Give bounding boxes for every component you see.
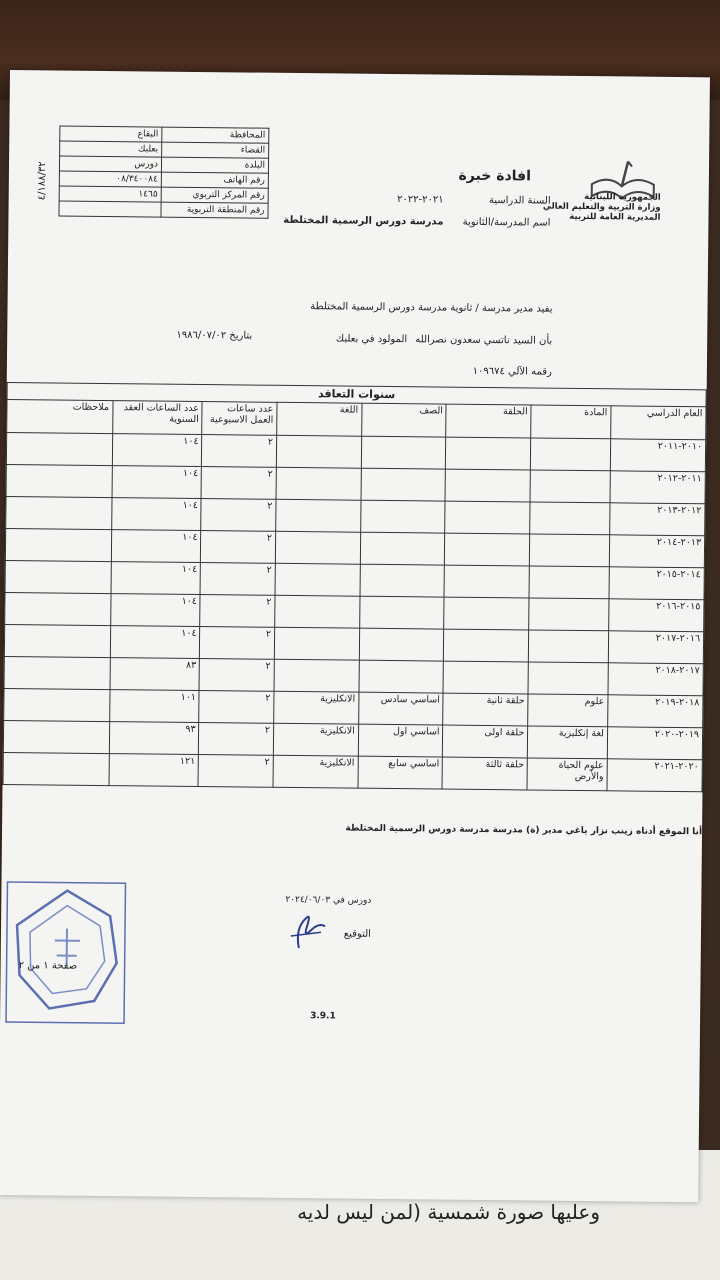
table-cell: [275, 531, 360, 564]
table-cell: [5, 592, 111, 625]
info-value: دورس: [59, 156, 161, 172]
table-cell: ٢٠١٨-٢٠١٩: [608, 695, 703, 728]
table-cell: ٢٠١٦-٢٠١٧: [608, 631, 703, 664]
column-header: اللغة: [277, 402, 362, 436]
table-cell: [4, 656, 110, 689]
table-cell: [445, 533, 530, 566]
table-cell: [274, 659, 359, 692]
table-cell: [444, 629, 529, 662]
year-label: السنة الدراسية: [488, 195, 551, 207]
info-label: رقم الهاتف: [161, 172, 268, 188]
year-value: ٢٠٢١-٢٠٢٢: [397, 194, 444, 206]
table-cell: ٢٠١٧-٢٠١٨: [608, 663, 703, 696]
info-value: البقاع: [60, 126, 162, 142]
table-cell: ١٠٤: [111, 562, 201, 595]
table-title: سنوات التعاقد: [7, 382, 706, 406]
table-cell: [444, 597, 529, 630]
table-cell: ٢: [199, 659, 274, 692]
table-cell: اساسي سادس: [358, 692, 443, 725]
underlying-text-line-2: وعليها صورة شمسية (لمن ليس لديه: [297, 1200, 600, 1224]
table-cell: حلقة ثانية: [443, 693, 528, 726]
table-cell: [276, 435, 361, 468]
table-cell: [360, 532, 445, 565]
column-header: الصف: [361, 403, 446, 437]
school-info-table: [58, 126, 269, 219]
table-cell: [275, 563, 360, 596]
table-cell: [4, 624, 110, 657]
table-cell: [4, 688, 110, 721]
table-cell: [529, 566, 609, 599]
table-cell: الانكليزية: [273, 723, 358, 756]
table-cell: [359, 660, 444, 693]
table-cell: ٢٠١١-٢٠١٢: [610, 471, 705, 504]
signature-label: التوقيع: [343, 928, 372, 940]
table-cell: ١٠٤: [112, 434, 202, 467]
table-cell: ١٠٤: [111, 498, 201, 531]
document-page: [0, 70, 710, 1202]
table-cell: [361, 468, 446, 501]
body-line-2a: بأن السيد ناتسي سعدون نصرالله: [415, 334, 553, 347]
table-cell: ٢: [199, 723, 274, 756]
table-cell: ١٠٤: [110, 594, 200, 627]
table-cell: ٢٠١٩-٢٠٢٠: [607, 727, 702, 760]
table-cell: حلقة ثالثة: [442, 757, 527, 790]
table-cell: ٢٠٢٠-٢٠٢١: [607, 759, 702, 792]
column-header: العام الدراسي: [611, 406, 706, 440]
handwritten-signature: [281, 908, 331, 954]
ministry-line-2: وزارة التربية والتعليم العالي: [542, 201, 661, 213]
ministry-line-3: المديرية العامة للتربية: [569, 211, 661, 223]
table-cell: ٢: [201, 563, 276, 596]
column-header: عدد الساعات العقد السنوية: [112, 401, 202, 435]
info-value: [59, 201, 161, 217]
ministry-name-block: [543, 192, 661, 223]
table-cell: [3, 752, 109, 785]
table-cell: [360, 564, 445, 597]
table-cell: [360, 500, 445, 533]
table-cell: [446, 437, 531, 470]
table-cell: [5, 560, 111, 593]
table-cell: علوم: [528, 694, 608, 727]
table-cell: [444, 565, 529, 598]
table-cell: ٢: [201, 531, 276, 564]
table-cell: [445, 469, 530, 502]
table-cell: ٢: [200, 627, 275, 660]
table-cell: [445, 501, 530, 534]
ministry-line-1: الجمهورية اللبنانية: [584, 192, 661, 203]
table-cell: ٢٠١٣-٢٠١٤: [609, 535, 704, 568]
table-cell: [529, 630, 609, 663]
table-row: [3, 752, 702, 791]
school-value: مدرسة دورس الرسمية المختلطة: [283, 214, 444, 228]
table-cell: [5, 528, 111, 561]
table-cell: [3, 720, 109, 753]
table-cell: ٢: [198, 755, 273, 788]
info-value: ١٤٦٥: [59, 186, 161, 202]
table-cell: علوم الحياة والأرض: [527, 758, 607, 791]
table-cell: [530, 502, 610, 535]
table-cell: [528, 662, 608, 695]
table-cell: ٢٠١٥-٢٠١٦: [609, 599, 704, 632]
place-and-date: دورس في ٢٠٢٤/٠٦/٠٣: [285, 894, 372, 906]
contract-years-table: [3, 382, 707, 792]
official-stamp-icon: [4, 880, 131, 1031]
table-cell: [274, 627, 359, 660]
version-number: 3.9.1: [310, 1011, 336, 1022]
table-cell: الانكليزية: [273, 755, 358, 788]
table-cell: ٢: [202, 435, 277, 468]
column-header: المادة: [531, 405, 611, 439]
table-cell: [443, 661, 528, 694]
table-cell: [275, 595, 360, 628]
table-cell: ٢: [202, 467, 277, 500]
info-value: بعلبك: [60, 141, 162, 157]
info-label: رقم المنطقة التربوية: [161, 202, 268, 218]
table-cell: [530, 470, 610, 503]
body-line-3: رقمه الآلي ١٠٩٦٧٤: [472, 365, 552, 378]
body-line-2b: المولود في بعلبك: [335, 333, 408, 346]
table-cell: [530, 534, 610, 567]
document-title: افادة خبرة: [458, 167, 531, 185]
info-label: رقم المركز التربوي: [161, 187, 268, 203]
info-row: [59, 201, 268, 218]
column-header: الحلقة: [446, 404, 531, 438]
table-cell: [359, 596, 444, 629]
table-cell: [361, 436, 446, 469]
table-cell: ٢٠١٠-٢٠١١: [610, 439, 705, 472]
table-cell: ٢: [200, 595, 275, 628]
table-cell: ٢: [199, 691, 274, 724]
side-reference-number: ٤/١٨٨/٣٢: [36, 161, 49, 201]
table-cell: ٩٣: [109, 722, 199, 755]
table-cell: [276, 499, 361, 532]
table-cell: حلقة اولى: [443, 725, 528, 758]
table-cell: [6, 464, 112, 497]
info-label: القضاء: [162, 142, 269, 158]
table-cell: [276, 467, 361, 500]
table-cell: ١٢١: [109, 754, 199, 787]
info-label: البلدة: [161, 157, 268, 173]
page-number: صفحة ١ من ٢: [18, 960, 78, 972]
column-header: ملاحظات: [7, 399, 113, 433]
table-cell: [6, 496, 112, 529]
table-cell: ١٠٤: [112, 466, 202, 499]
table-cell: [531, 438, 611, 471]
table-cell: اساسي اول: [358, 724, 443, 757]
table-cell: اساسي سابع: [358, 756, 443, 789]
column-header: عدد ساعات العمل الاسبوعية: [202, 402, 277, 436]
table-cell: ١٠١: [109, 690, 199, 723]
table-cell: [359, 628, 444, 661]
table-cell: ٢: [201, 499, 276, 532]
table-cell: ١٠٤: [110, 626, 200, 659]
table-cell: [6, 432, 112, 465]
signatory-statement: أنا الموقع أدناه زينب نزار ياغي مدير (ة) مدرسة مدرسة دورس الرسمية المختلطة: [345, 823, 703, 838]
table-cell: لغة إنكليزية: [528, 726, 608, 759]
school-label: اسم المدرسة/الثانوية: [462, 216, 551, 229]
table-cell: الانكليزية: [274, 691, 359, 724]
body-line-2c: بتاريخ ١٩٨٦/٠٧/٠٢: [176, 329, 253, 342]
info-value: ٠٨/٣٤٠٠٨٤: [59, 171, 161, 187]
table-cell: [529, 598, 609, 631]
table-cell: ٢٠١٤-٢٠١٥: [609, 567, 704, 600]
info-label: المحافظة: [162, 127, 269, 143]
table-cell: ٢٠١٢-٢٠١٣: [610, 503, 705, 536]
body-line-1: يفيد مدير مدرسة / ثانوية مدرسة دورس الرسمية المختلطة: [310, 301, 553, 315]
table-cell: ٨٣: [110, 658, 200, 691]
table-cell: ١٠٤: [111, 530, 201, 563]
